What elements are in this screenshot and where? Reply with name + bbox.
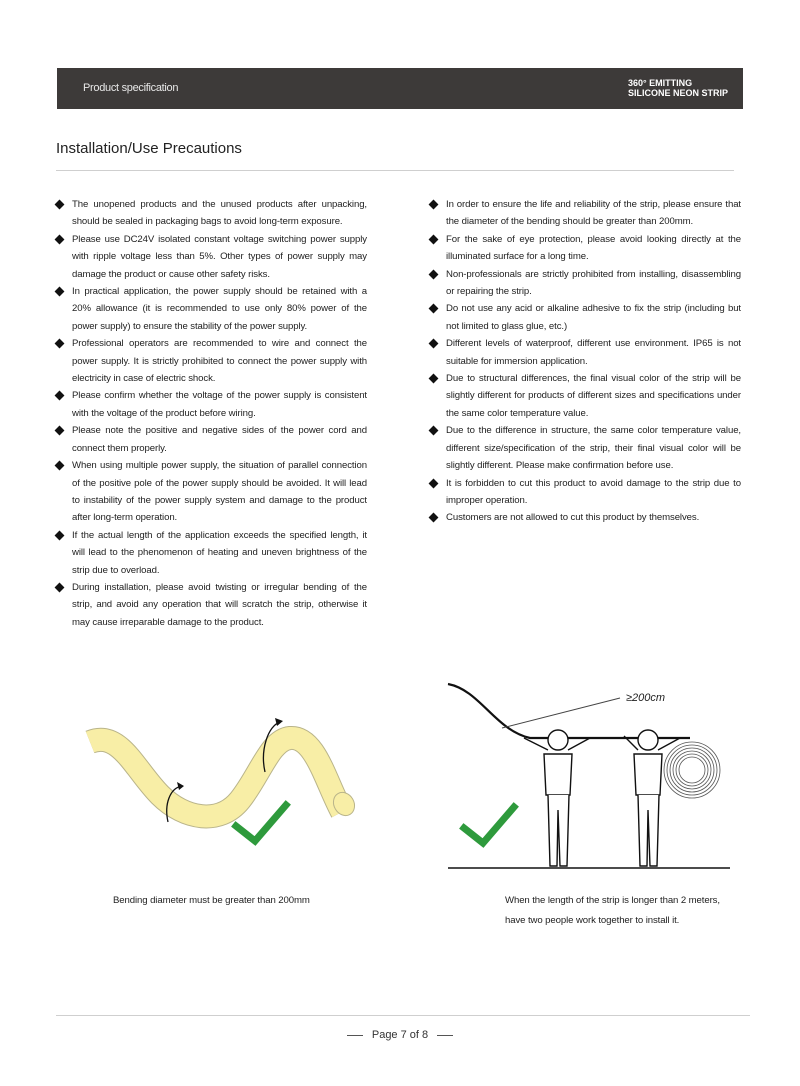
section-title: Installation/Use Precautions xyxy=(56,140,242,157)
right-caption-line2: have two people work together to install it. xyxy=(505,915,680,926)
precaution-text: Please confirm whether the voltage of the power supply is consistent with the voltage of the product before wiring. xyxy=(72,390,367,419)
precaution-text: Due to the difference in structure, the same color temperature value, different size/specification of the strip, their final visual color will be slightly different. Please make confirmation before use. xyxy=(446,425,741,472)
person-left-icon xyxy=(524,730,590,866)
precaution-item xyxy=(55,387,367,422)
precaution-text: If the actual length of the application exceeds the specified length, it will lead to the phenomenon of heating and uneven brightness of the strip due to overload. xyxy=(72,529,367,576)
diamond-bullet-icon xyxy=(55,339,65,349)
footer-divider xyxy=(56,1015,750,1016)
precaution-item xyxy=(55,457,367,527)
bent-tube-illustration xyxy=(80,700,380,860)
precaution-item xyxy=(429,196,741,231)
dimension-line xyxy=(502,698,620,728)
precaution-text: Customers are not allowed to cut this product by themselves. xyxy=(446,512,700,524)
dimension-label: ≥200cm xyxy=(626,692,666,704)
dash-decoration xyxy=(437,1035,453,1036)
left-illustration-caption: Bending diameter must be greater than 200mm xyxy=(113,895,310,906)
precaution-text: In practical application, the power supply should be retained with a 20% allowance (it is recommended to use only 80% power of the power supply) to ensure the stability of the power supply. xyxy=(72,286,367,332)
precaution-text: Professional operators are recommended to wire and connect the power supply. It is strictly prohibited to connect the power supply with electricity in case of electric shock. xyxy=(72,338,367,385)
coiled-strip-icon xyxy=(664,742,720,798)
title-divider xyxy=(56,170,734,171)
precaution-item xyxy=(55,579,367,631)
precaution-text: When using multiple power supply, the situation of parallel connection of the positive pole of the power supply should be avoided. It will lead to instability of the power supply system and damage to the product after long-term operation. xyxy=(72,460,367,524)
precaution-text: Due to structural differences, the final visual color of the strip will be slightly different for products of different sizes and specifications under the same color temperature value. xyxy=(446,373,741,419)
right-caption-line1: When the length of the strip is longer than 2 meters, xyxy=(505,895,720,906)
diamond-bullet-icon xyxy=(429,304,439,314)
precaution-item xyxy=(429,231,741,266)
diamond-bullet-icon xyxy=(55,234,65,244)
precaution-item xyxy=(55,196,367,231)
two-person-install-illustration xyxy=(440,670,740,880)
page-number-label: Page 7 of 8 xyxy=(371,1029,429,1041)
diamond-bullet-icon xyxy=(55,287,65,297)
precautions-left-column xyxy=(55,196,367,631)
diamond-bullet-icon xyxy=(429,339,439,349)
precaution-item xyxy=(429,335,741,370)
precaution-text: The unopened products and the unused products after unpacking, should be sealed in packaging bags to avoid long-term exposure. xyxy=(72,199,367,228)
precaution-item xyxy=(55,231,367,283)
precaution-item xyxy=(55,527,367,579)
precaution-item xyxy=(429,300,741,335)
diamond-bullet-icon xyxy=(429,200,439,210)
precaution-item xyxy=(429,422,741,474)
header-product-line1: 360° EMITTING xyxy=(627,78,693,88)
precaution-text: For the sake of eye protection, please avoid looking directly at the illuminated surface for a long time. xyxy=(446,233,741,263)
precaution-item xyxy=(429,509,741,526)
diamond-bullet-icon xyxy=(429,234,439,244)
header-left-label: Product specification xyxy=(83,82,179,94)
diamond-bullet-icon xyxy=(55,200,65,210)
precaution-item xyxy=(55,422,367,457)
diamond-bullet-icon xyxy=(55,530,65,540)
precaution-text: Different levels of waterproof, different use environment. IP65 is not suitable for immersion application. xyxy=(446,338,741,367)
diamond-bullet-icon xyxy=(55,426,65,436)
precaution-text: In order to ensure the life and reliability of the strip, please ensure that the diameter of the bending should be greater than 200mm. xyxy=(446,199,741,228)
header-product-line2: SILICONE NEON STRIP xyxy=(627,87,728,98)
right-illustration-caption xyxy=(505,891,720,931)
precautions-right-column xyxy=(429,196,741,527)
precaution-item xyxy=(55,283,367,335)
precaution-text: Do not use any acid or alkaline adhesive to fix the strip (including but not limited to glass glue, etc.) xyxy=(446,303,741,332)
diamond-bullet-icon xyxy=(429,426,439,436)
precaution-item xyxy=(429,370,741,422)
page-number xyxy=(0,1029,800,1041)
precaution-item xyxy=(429,266,741,301)
dash-decoration xyxy=(347,1035,363,1036)
precaution-item xyxy=(429,475,741,510)
diamond-bullet-icon xyxy=(55,391,65,401)
precaution-text: Please use DC24V isolated constant voltage switching power supply with ripple voltage less than 5%. Other types of power supply may damage the product or cause other safety risks. xyxy=(72,233,367,280)
diamond-bullet-icon xyxy=(429,374,439,384)
precaution-text: Non-professionals are strictly prohibited from installing, disassembling or repairing the strip. xyxy=(446,268,741,298)
diamond-bullet-icon xyxy=(55,582,65,592)
precaution-text: It is forbidden to cut this product to avoid damage to the strip due to improper operation. xyxy=(446,477,741,506)
header-bar xyxy=(57,68,743,109)
diamond-bullet-icon xyxy=(429,269,439,279)
precaution-item xyxy=(55,335,367,387)
diamond-bullet-icon xyxy=(55,461,65,471)
check-mark-icon xyxy=(464,807,514,843)
precaution-text: Please note the positive and negative sides of the power cord and connect them properly. xyxy=(72,425,367,454)
header-product-name xyxy=(628,79,728,98)
precaution-text: During installation, please avoid twisting or irregular bending of the strip, and avoid any operation that will scratch the strip, otherwise it may cause irreparable damage to the product. xyxy=(72,581,367,628)
diamond-bullet-icon xyxy=(429,478,439,488)
diamond-bullet-icon xyxy=(429,513,439,523)
